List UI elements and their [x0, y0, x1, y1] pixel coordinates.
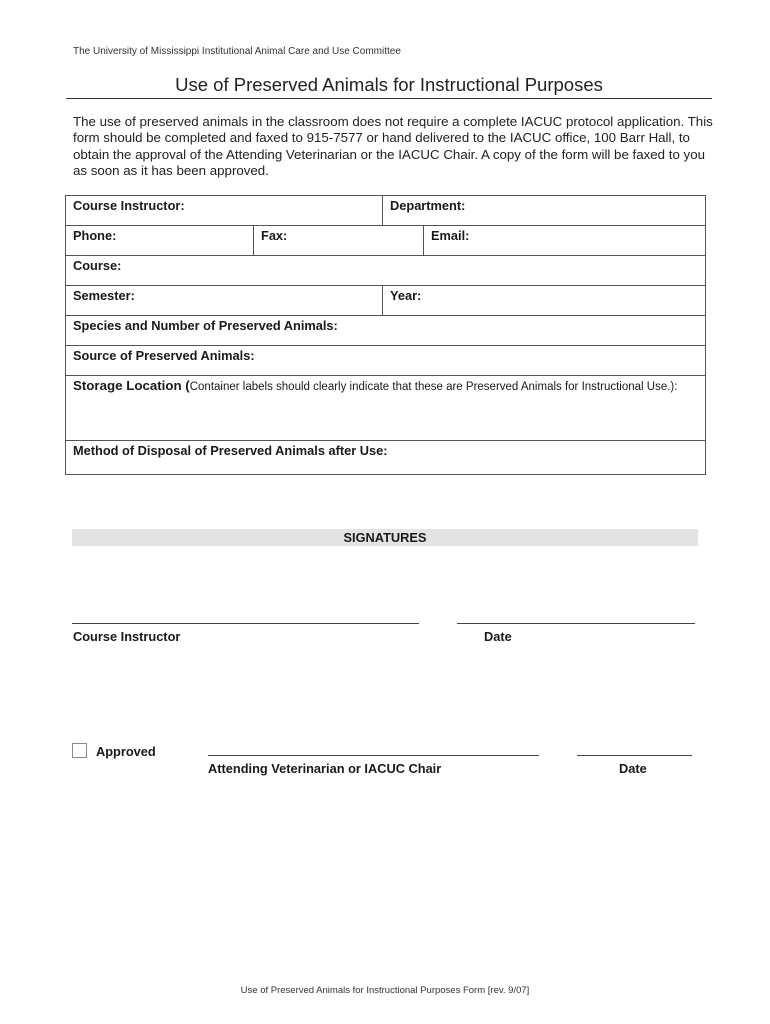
email-field[interactable] — [424, 226, 706, 256]
veterinarian-date-label: Date — [619, 761, 647, 776]
intro-paragraph: The use of preserved animals in the classroom does not require a complete IACUC protocol application. This form should be completed and faxed to 915-7577 or hand delivered to the IACUC office, 100 Barr Hall, to obtain the approval of the Attending Veterinarian or the IACUC Chair. A copy of the form will be faxed to you as soon as it has been approved. — [73, 114, 713, 178]
veterinarian-signature-line[interactable] — [208, 755, 539, 756]
approved-label: Approved — [96, 744, 156, 759]
department-label: Department: — [390, 198, 466, 213]
phone-field[interactable] — [66, 226, 254, 256]
year-field[interactable] — [383, 286, 706, 316]
disposal-method-field[interactable] — [66, 441, 706, 475]
disposal-method-label: Method of Disposal of Preserved Animals after Use: — [73, 443, 388, 458]
page-footer: Use of Preserved Animals for Instructional Purposes Form [rev. 9/07] — [240, 985, 530, 996]
veterinarian-date-line[interactable] — [577, 755, 692, 756]
approved-checkbox[interactable] — [72, 743, 87, 758]
course-instructor-label: Course Instructor: — [73, 198, 185, 213]
protocol-form-table — [65, 195, 706, 475]
source-field[interactable] — [66, 346, 706, 376]
species-label: Species and Number of Preserved Animals: — [73, 318, 338, 333]
page-title: Use of Preserved Animals for Instructional Purposes — [66, 74, 712, 99]
course-instructor-field[interactable] — [66, 196, 383, 226]
course-instructor-signature-label: Course Instructor — [73, 629, 181, 644]
fax-field[interactable] — [254, 226, 424, 256]
instructor-date-label: Date — [484, 629, 512, 644]
storage-location-field[interactable] — [66, 376, 706, 441]
species-field[interactable] — [66, 316, 706, 346]
fax-label: Fax: — [261, 228, 288, 243]
course-label: Course: — [73, 258, 122, 273]
semester-label: Semester: — [73, 288, 135, 303]
signatures-heading: SIGNATURES — [72, 529, 698, 546]
storage-location-label: Storage Location ( — [73, 378, 190, 393]
semester-field[interactable] — [66, 286, 383, 316]
year-label: Year: — [390, 288, 422, 303]
source-label: Source of Preserved Animals: — [73, 348, 255, 363]
phone-label: Phone: — [73, 228, 117, 243]
email-label: Email: — [431, 228, 470, 243]
storage-location-note: Container labels should clearly indicate that these are Preserved Animals for Instructional Use.): — [189, 381, 678, 393]
veterinarian-signature-label: Attending Veterinarian or IACUC Chair — [208, 761, 442, 776]
instructor-signature-line[interactable] — [72, 623, 419, 624]
institution-header: The University of Mississippi Institutional Animal Care and Use Committee — [73, 46, 401, 57]
instructor-date-line[interactable] — [457, 623, 695, 624]
course-field[interactable] — [66, 256, 706, 286]
department-field[interactable] — [383, 196, 706, 226]
